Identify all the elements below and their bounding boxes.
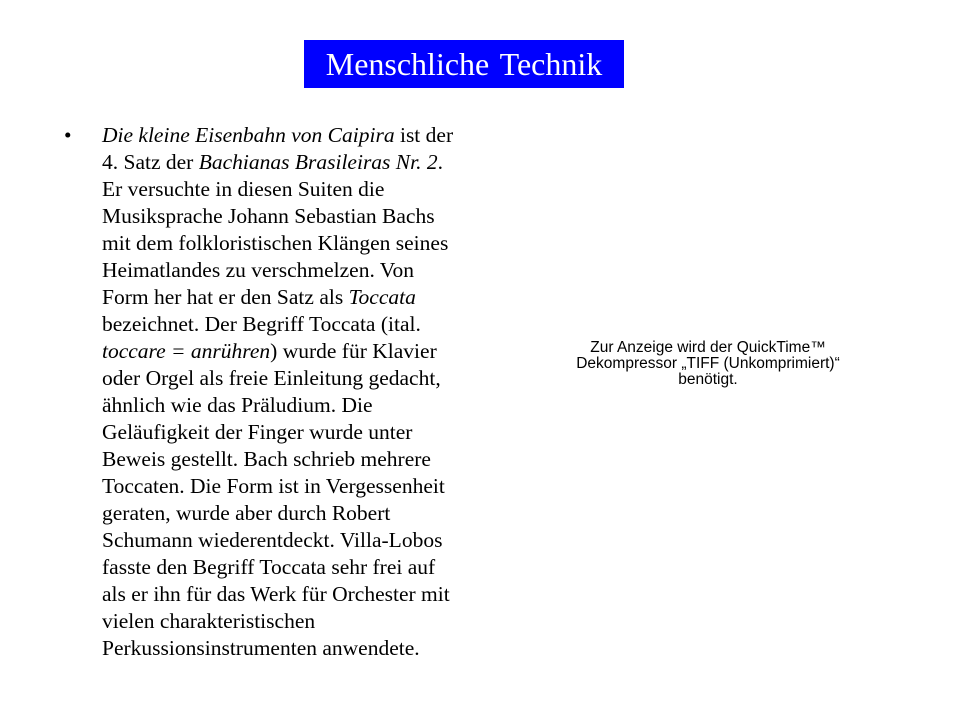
italic-text-run: Toccata (348, 285, 416, 309)
text-run: oder Orgel als freie Einleitung gedacht, (102, 366, 441, 390)
quicktime-missing-decompressor-notice (530, 340, 886, 388)
text-run: als er ihn für das Werk für Orchester mit (102, 582, 450, 606)
paragraph-line (102, 149, 512, 176)
text-run: Musiksprache Johann Sebastian Bachs (102, 204, 435, 228)
notice-line: benötigt. (678, 371, 738, 388)
text-run: . (437, 150, 443, 174)
text-run: Form her hat er den Satz als (102, 285, 349, 309)
italic-text-run: toccare = anrühren (102, 339, 271, 363)
text-run: vielen charakteristischen (102, 609, 316, 633)
text-run: Schumann wiederentdeckt. Villa-Lobos (102, 528, 443, 552)
text-run: ) wurde für Klavier (270, 339, 437, 363)
text-run: mit dem folkloristischen Klängen seines (102, 231, 449, 255)
paragraph-line (102, 284, 512, 311)
italic-text-run: Bachianas Brasileiras Nr. 2 (198, 150, 438, 174)
paragraph-line (102, 419, 512, 446)
paragraph-line (102, 176, 512, 203)
paragraph-line (102, 365, 512, 392)
paragraph-line (102, 392, 512, 419)
paragraph-line (102, 554, 512, 581)
notice-line: Zur Anzeige wird der QuickTime™ (590, 339, 826, 356)
paragraph-line (102, 581, 512, 608)
text-run: 4. Satz der (102, 150, 199, 174)
text-run: Beweis gestellt. Bach schrieb mehrere (102, 447, 431, 471)
paragraph-line (102, 635, 512, 662)
paragraph-line (102, 257, 512, 284)
slide-title: Menschliche Technik (304, 40, 624, 88)
paragraph-line (102, 338, 512, 365)
paragraph-line (102, 446, 512, 473)
bullet-marker: • (64, 123, 72, 147)
paragraph-line (102, 500, 512, 527)
paragraph-line (102, 608, 512, 635)
paragraph-line (102, 311, 512, 338)
text-run: Geläufigkeit der Finger wurde unter (102, 420, 413, 444)
paragraph-line (102, 203, 512, 230)
text-run: Perkussionsinstrumenten anwendete. (102, 636, 420, 660)
text-run: ist der (394, 123, 454, 147)
paragraph-line (102, 122, 512, 149)
paragraph-line (102, 527, 512, 554)
paragraph-line (102, 230, 512, 257)
text-run: Toccaten. Die Form ist in Vergessenheit (102, 474, 445, 498)
text-run: Heimatlandes zu verschmelzen. Von (102, 258, 415, 282)
bullet-paragraph (102, 122, 512, 662)
italic-text-run: Die kleine Eisenbahn von Caipira (102, 123, 395, 147)
text-run: ähnlich wie das Präludium. Die (102, 393, 373, 417)
text-run: geraten, wurde aber durch Robert (102, 501, 391, 525)
paragraph-line (102, 473, 512, 500)
notice-line: Dekompressor „TIFF (Unkomprimiert)“ (576, 355, 840, 372)
text-run: bezeichnet. Der Begriff Toccata (ital. (102, 312, 421, 336)
text-run: fasste den Begriff Toccata sehr frei auf (102, 555, 436, 579)
text-run: Er versuchte in diesen Suiten die (102, 177, 385, 201)
